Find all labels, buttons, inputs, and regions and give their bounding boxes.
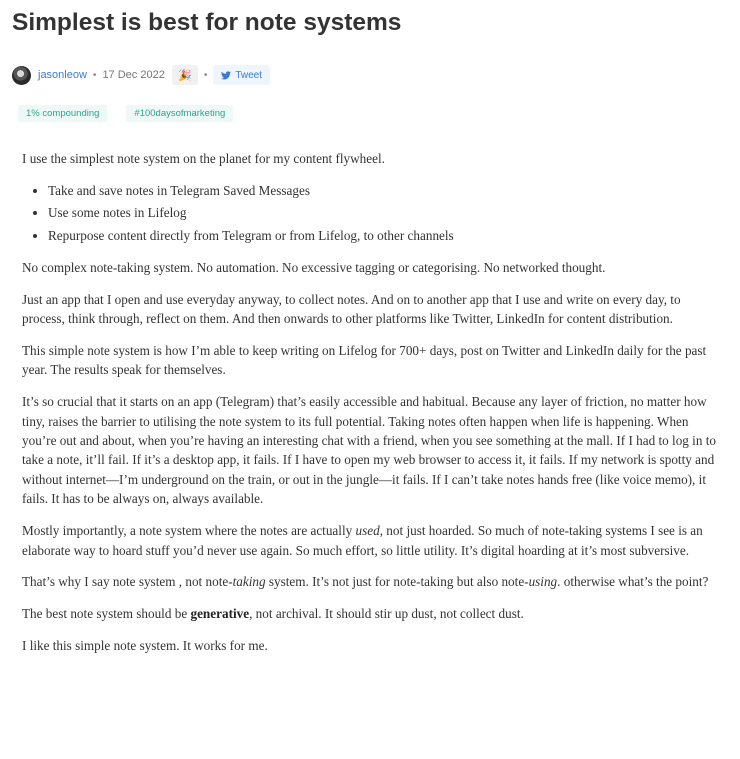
list-item: • Take and save notes in Telegram Saved Messages — [48, 181, 722, 200]
paragraph — [22, 521, 722, 560]
text-run: , not archival. It should stir up dust, not collect dust. — [249, 606, 524, 622]
tag-100daysofmarketing[interactable]: #100daysofmarketing — [126, 105, 233, 122]
emphasis-using: using — [528, 574, 558, 590]
post-date: 17 Dec 2022 — [102, 69, 165, 81]
author-link[interactable]: jasonleow — [38, 69, 87, 81]
text-run: . otherwise what’s the point? — [557, 574, 709, 590]
list-item: • Repurpose content directly from Telegram or from Lifelog, to other channels — [48, 226, 722, 245]
text-run: The best note system should be — [22, 606, 191, 622]
list-item: • Use some notes in Lifelog — [48, 203, 722, 222]
strong-generative: generative — [190, 606, 250, 622]
avatar[interactable] — [12, 66, 31, 85]
emphasis-used: used — [355, 523, 380, 539]
text-run: , not just hoarded. So much of note-taking systems I see is an elaborate way to hoard stuff you’d never use again. So much effort, so little utility. It’s digital hoarding at it’s most subversive. — [22, 523, 703, 558]
paragraph: Just an app that I open and use everyday anyway, to collect notes. And on to another app that I use and write on every day, to process, think through, reflect on them. And then onwards to other platforms like Twitter, LinkedIn for content distribution. — [22, 291, 681, 326]
tag-compounding[interactable]: 1% compounding — [18, 105, 107, 122]
twitter-bird-icon — [221, 71, 231, 80]
post-meta — [12, 64, 270, 86]
text-run: That’s why I say note system , not note- — [22, 574, 233, 590]
paragraph: This simple note system is how I’m able to keep writing on Lifelog for 700+ days, post on Twitter and LinkedIn daily for the past year. The results speak for themselves. — [22, 342, 707, 378]
tweet-label: Tweet — [235, 69, 263, 81]
paragraph: No complex note-taking system. No automation. No excessive tagging or categorising. No networked thought. — [22, 259, 606, 275]
reaction-button[interactable] — [172, 65, 198, 85]
paragraph — [22, 572, 722, 591]
page-title: Simplest is best for note systems — [12, 9, 402, 36]
paragraph — [22, 604, 722, 623]
text-run: system. It’s not just for note-taking but also note- — [265, 574, 529, 590]
post-content — [22, 149, 722, 668]
paragraph: I use the simplest note system on the planet for my content flywheel. — [22, 151, 385, 166]
paragraph: I like this simple note system. It works for me. — [22, 638, 268, 654]
meta-separator-2: • — [203, 69, 208, 81]
tweet-button[interactable] — [213, 65, 270, 85]
bullet-list — [22, 181, 722, 245]
tag-list — [18, 105, 252, 122]
party-popper-icon: 🎉 — [177, 69, 192, 82]
paragraph: It’s so crucial that it starts on an app (Telegram) that’s easily accessible and habitual. Because any layer of friction, no matter how tiny, raises the barrier to utilising the note system to its full potential. Taking notes often happen when life is happening. When you’re out and about, when you’re having an interesting chat with a friend, when you see something at the mall. If I had to log in to take a note, it’ll fail. If it’s a desktop app, it fails. If I have to open my web browser to access it, it fails. If my network is spotty and without internet—I’m underground on the train, or out in the jungle—it fails. If I can’t take notes hands free (like voice memo), it fails. It has to be always on, always available. — [22, 394, 716, 507]
emphasis-taking: taking — [232, 574, 266, 590]
meta-separator: • — [92, 69, 97, 81]
text-run: Mostly importantly, a note system where the notes are actually — [22, 523, 356, 539]
